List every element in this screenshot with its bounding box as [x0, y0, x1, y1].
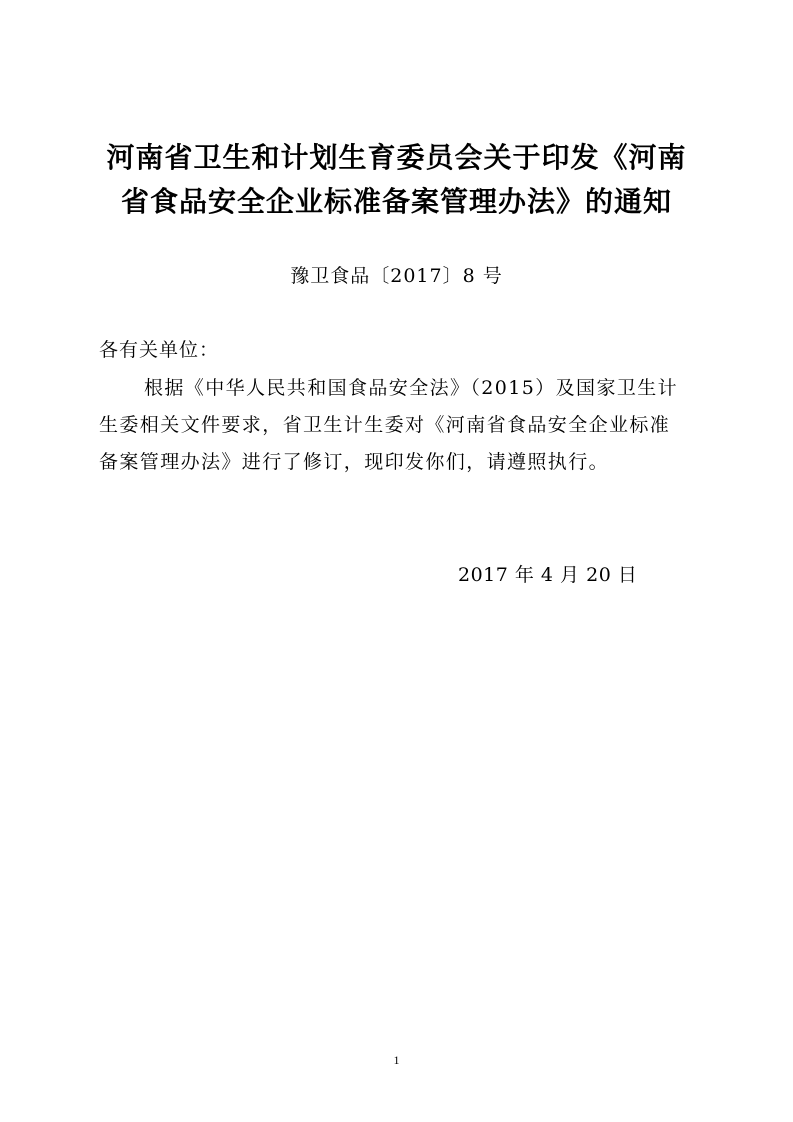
page-number: 1: [393, 1053, 400, 1067]
body-paragraph-line-3: 备案管理办法》进行了修订，现印发你们，请遵照执行。: [99, 451, 610, 473]
document-number: 豫卫食品〔2017〕8 号: [290, 265, 503, 287]
salutation: 各有关单位：: [99, 339, 220, 361]
body-paragraph-line-2: 生委相关文件要求，省卫生计生委对《河南省食品安全企业标准: [99, 414, 671, 436]
body-paragraph-line-1: 根据《中华人民共和国食品安全法》（2015）及国家卫生计: [144, 377, 679, 399]
issue-date: 2017 年 4 月 20 日: [458, 564, 638, 586]
document-title-line-1: 河南省卫生和计划生育委员会关于印发《河南: [106, 141, 687, 174]
document-title-line-2: 省食品安全企业标准备案管理办法》的通知: [120, 185, 672, 218]
